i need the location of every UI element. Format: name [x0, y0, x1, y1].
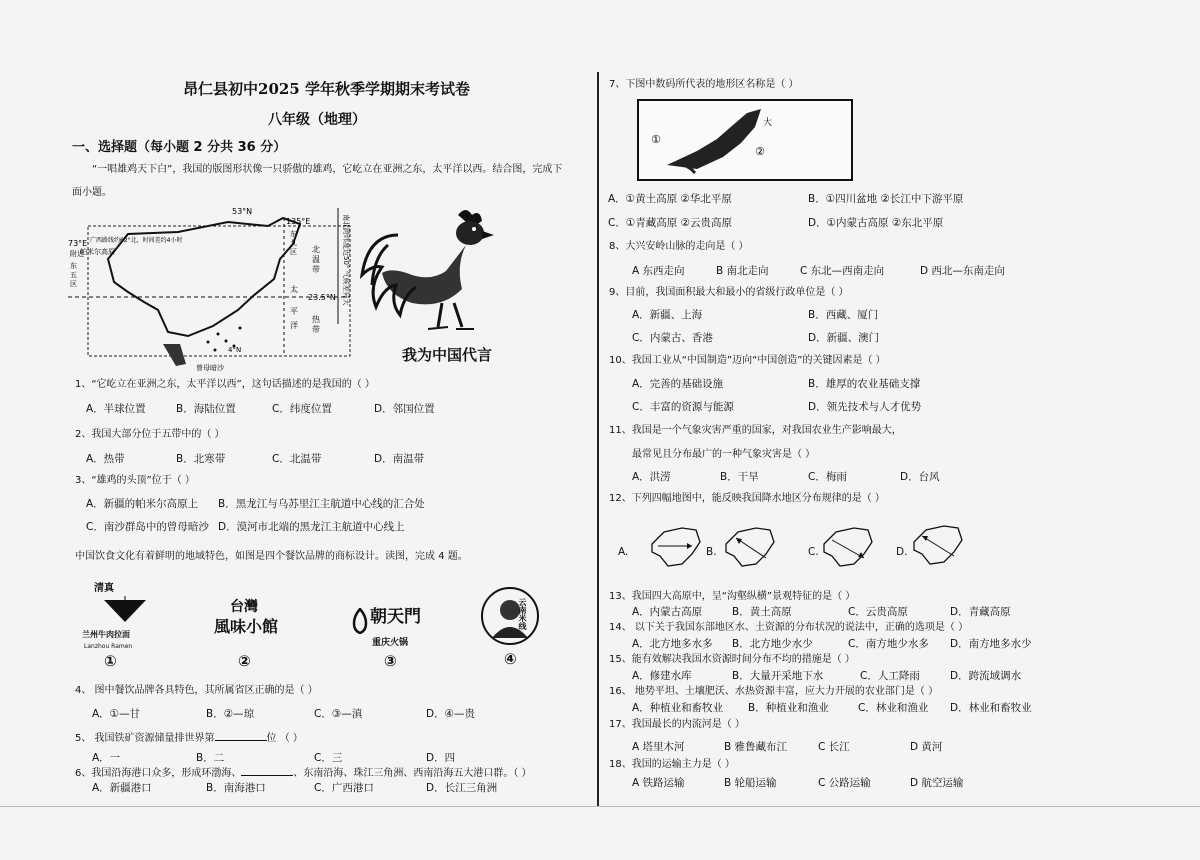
zengmu-label: 曾母暗沙 — [196, 364, 224, 372]
q17-option-d[interactable]: D 黄河 — [910, 741, 943, 753]
q7-terrain-map — [637, 99, 853, 181]
q16-option-a[interactable]: A．种植业和畜牧业 — [632, 702, 724, 714]
q14-option-d[interactable]: D．南方地多水少 — [950, 638, 1032, 650]
logo4-number: ④ — [504, 650, 517, 668]
q1-option-d[interactable]: D．邻国位置 — [374, 403, 435, 415]
logo2-number: ② — [238, 652, 251, 670]
q1-stem: 1、“它屹立在亚洲之东，太平洋以西”，这句话描述的是我国的（ ） — [75, 379, 375, 390]
q11-option-b[interactable]: B．干旱 — [720, 471, 759, 483]
q5-option-c[interactable]: C．三 — [314, 752, 343, 764]
q5-option-a[interactable]: A．一 — [92, 752, 121, 764]
q4-option-a[interactable]: A．①—甘 — [92, 708, 141, 720]
q4-option-b[interactable]: B．②—琼 — [206, 708, 255, 720]
q17-option-b[interactable]: B 雅鲁藏布江 — [724, 741, 788, 753]
logo-chaotianmen — [350, 608, 450, 673]
zone-east-5-c: 区 — [70, 280, 77, 288]
logo-taiwan — [210, 600, 300, 670]
zone-label-2: 温 — [312, 255, 320, 264]
q6-stem-a: 6、我国沿海港口众多，形成环渤海、 — [75, 768, 242, 779]
zone-east-5-a: 东 — [70, 262, 77, 270]
q12-stem: 12、下列四幅地图中，能反映我国降水地区分布规律的是（ ） — [609, 493, 885, 504]
q6-option-a[interactable]: A．新疆港口 — [92, 782, 152, 794]
logo1-number: ① — [104, 652, 117, 670]
q15-option-d[interactable]: D．跨流域调水 — [950, 670, 1022, 682]
logo1-name: 兰州牛肉拉面 — [82, 630, 130, 639]
q18-option-b[interactable]: B 轮船运输 — [724, 777, 777, 789]
china-map-figure — [68, 204, 358, 372]
q7-stem: 7、下图中数码所代表的地形区名称是（ ） — [609, 79, 799, 90]
q13-stem: 13、我国四大高原中，呈“沟壑纵横”景观特征的是（ ） — [609, 591, 856, 602]
q12-option-a[interactable]: A. — [618, 546, 629, 558]
bottom-edge-line — [0, 806, 1200, 807]
q7-option-d[interactable]: D．①内蒙古高原 ②东北平原 — [808, 217, 944, 229]
q4-stem: 4、 图中餐饮品牌各具特色，其所属省区正确的是（ ） — [75, 685, 318, 696]
q7-label-2: ② — [755, 145, 765, 158]
q16-option-d[interactable]: D．林业和畜牧业 — [950, 702, 1032, 714]
q2-option-d[interactable]: D．南温带 — [374, 453, 425, 465]
q13-option-a[interactable]: A．内蒙古高原 — [632, 606, 703, 618]
logo4-text: 云南米线 — [518, 598, 527, 630]
map-note-pamir: 帕米尔高原 — [80, 248, 115, 256]
logo2-top-text: 台灣 — [230, 599, 258, 615]
q10-option-d[interactable]: D．领先技术与人才优势 — [808, 401, 922, 413]
q3-option-d[interactable]: D．漠河市北端的黑龙江主航道中心线上 — [218, 521, 405, 533]
q8-stem: 8、大兴安岭山脉的走向是（ ） — [609, 241, 749, 252]
q17-stem: 17、我国最长的内流河是（ ） — [609, 719, 745, 730]
q17-option-a[interactable]: A 塔里木河 — [632, 741, 685, 753]
q7-option-b[interactable]: B．①四川盆地 ②长江中下游平原 — [808, 193, 964, 205]
q1-option-a[interactable]: A．半球位置 — [86, 403, 146, 415]
zone-label-4: 热 — [312, 315, 320, 324]
q8-option-b[interactable]: B 南北走向 — [716, 265, 769, 277]
lon-135-label: 135°E — [286, 217, 311, 226]
zone-label-3: 带 — [312, 265, 320, 274]
q2-option-a[interactable]: A．热带 — [86, 453, 125, 465]
food-intro: 中国饮食文化有着鲜明的地域特色，如图是四个餐饮品牌的商标设计。读图，完成 4 题。 — [75, 551, 468, 562]
q6-option-b[interactable]: B．南海港口 — [206, 782, 266, 794]
q12-option-c[interactable]: C. — [808, 546, 819, 558]
q6-blank[interactable] — [241, 765, 293, 776]
column-divider — [597, 72, 599, 807]
q14-option-a[interactable]: A．北方地多水多 — [632, 638, 713, 650]
exam-title: 昂仁县初中2025 学年秋季学期期末考试卷 — [183, 80, 470, 98]
intro-text: “一唱雄鸡天下白”，我国的版图形状像一只骄傲的雄鸡，它屹立在亚洲之东，太平洋以西。结合图，完成下 — [92, 164, 563, 175]
q2-option-c[interactable]: C．北温带 — [272, 453, 322, 465]
q10-option-c[interactable]: C．丰富的资源与能源 — [632, 401, 734, 413]
q11-stem-cont: 最常见且分布最广的一种气象灾害是（ ） — [632, 449, 816, 460]
q10-option-a[interactable]: A．完善的基础设施 — [632, 378, 724, 390]
latitude-span-text: 南北跨纬度近50° 气候差异大 — [342, 214, 350, 306]
q6-option-d[interactable]: D．长江三角洲 — [426, 782, 498, 794]
q13-option-c[interactable]: C．云贵高原 — [848, 606, 908, 618]
logo1-en: Lanzhou Ramen — [84, 643, 133, 650]
logo3-name: 朝天門 — [370, 607, 421, 627]
q9-option-d[interactable]: D．新疆、澳门 — [808, 332, 880, 344]
logo2-name: 風味小館 — [214, 617, 279, 636]
q4-option-d[interactable]: D．④—贵 — [426, 708, 475, 720]
q5-option-d[interactable]: D．四 — [426, 752, 456, 764]
zone-label-5: 带 — [312, 325, 320, 334]
logo3-sub: 重庆火锅 — [372, 638, 409, 648]
lat-tropic-label: 23.5°N — [308, 293, 336, 302]
q17-option-c[interactable]: C 长江 — [818, 741, 850, 753]
q16-option-b[interactable]: B．种植业和渔业 — [748, 702, 829, 714]
q3-option-b[interactable]: B．黑龙江与乌苏里江主航道中心线的汇合处 — [218, 498, 425, 510]
q8-option-a[interactable]: A 东西走向 — [632, 265, 685, 277]
q9-stem: 9、目前，我国面积最大和最小的省级行政单位是（ ） — [609, 287, 849, 298]
q5-stem-b: 位 （ ） — [266, 733, 303, 744]
portrait-icon — [480, 586, 540, 646]
q10-stem: 10、我国工业从“中国制造”迈向“中国创造”的关键因素是（ ） — [609, 355, 886, 366]
logo-yunnan — [480, 586, 540, 672]
q7-option-c[interactable]: C．①青藏高原 ②云贵高原 — [608, 217, 732, 229]
q5-blank[interactable] — [215, 730, 267, 741]
q8-option-d[interactable]: D 西北—东南走向 — [920, 265, 1005, 277]
q14-option-b[interactable]: B．北方地少水少 — [732, 638, 813, 650]
q3-option-a[interactable]: A．新疆的帕米尔高原上 — [86, 498, 199, 510]
q2-stem: 2、我国大部分位于五带中的（ ） — [75, 429, 225, 440]
q3-stem: 3、“雄鸡的头顶”位于（ ） — [75, 475, 195, 486]
q9-option-a[interactable]: A．新疆、上海 — [632, 309, 703, 321]
noodle-icon — [100, 596, 150, 626]
q8-option-c[interactable]: C 东北—西南走向 — [800, 265, 885, 277]
logo-lanzhou — [80, 582, 170, 672]
q12-option-d[interactable]: D. — [896, 546, 908, 558]
q18-option-c[interactable]: C 公路运输 — [818, 777, 871, 789]
q11-option-d[interactable]: D．台风 — [900, 471, 940, 483]
q4-option-c[interactable]: C．③—滇 — [314, 708, 363, 720]
zone-east-9-a: 东 — [290, 230, 297, 238]
q18-option-d[interactable]: D 航空运输 — [910, 777, 964, 789]
q12-map-c — [820, 524, 876, 572]
q11-option-c[interactable]: C．梅雨 — [808, 471, 847, 483]
lat-53-label: 53°N — [232, 207, 253, 216]
q18-stem: 18、我国的运输主力是（ ） — [609, 759, 735, 770]
q3-option-c[interactable]: C．南沙群岛中的曾母暗沙 — [86, 521, 209, 533]
q12-map-d — [910, 522, 966, 570]
q11-stem: 11、我国是一个气象灾害严重的国家，对我国农业生产影响最大， — [609, 425, 902, 436]
q1-option-c[interactable]: C．纬度位置 — [272, 403, 332, 415]
exam-subtitle: 八年级（地理） — [268, 112, 366, 128]
ocean-label-2: 平 — [290, 307, 298, 316]
rooster-caption: 我为中国代言 — [402, 346, 493, 364]
map-note-top: 广西路线约62°北，时间差约4小时 — [90, 237, 183, 244]
map-note-left: 附近 — [70, 250, 84, 258]
q14-stem: 14、 以下关于我国东部地区水、土资源的分布状况的说法中，正确的选项是（ ） — [609, 622, 969, 633]
q15-option-b[interactable]: B．大量开采地下水 — [732, 670, 824, 682]
q15-option-c[interactable]: C．人工降雨 — [860, 670, 920, 682]
q5-stem-a: 5、 我国铁矿资源储量排世界第 — [75, 733, 215, 744]
zone-east-5-b: 五 — [70, 271, 77, 279]
q16-stem: 16、 地势平坦、土壤肥沃、水热资源丰富，应大力开展的农业部门是（ ） — [609, 686, 939, 697]
latitude-span-note — [334, 206, 356, 326]
q1-option-b[interactable]: B．海陆位置 — [176, 403, 236, 415]
zone-label-1: 北 — [312, 245, 320, 254]
q11-option-a[interactable]: A．洪涝 — [632, 471, 671, 483]
ocean-label-3: 洋 — [290, 321, 298, 330]
section-heading: 一、选择题（每小题 2 分共 36 分） — [72, 140, 287, 155]
flame-icon — [350, 608, 370, 634]
q9-option-c[interactable]: C．内蒙古、香港 — [632, 332, 713, 344]
rooster-illustration — [358, 205, 508, 335]
zone-east-9-b: 九 — [290, 239, 297, 247]
q5-stem — [75, 730, 303, 746]
q15-option-a[interactable]: A．修建水库 — [632, 670, 692, 682]
q7-label-1: ① — [651, 133, 661, 146]
q12-map-a — [648, 524, 704, 572]
q10-option-b[interactable]: B．雄厚的农业基础支撑 — [808, 378, 921, 390]
q7-label-da: 大 — [763, 118, 773, 128]
q16-option-c[interactable]: C．林业和渔业 — [858, 702, 929, 714]
q5-option-b[interactable]: B．二 — [196, 752, 225, 764]
q18-option-a[interactable]: A 铁路运输 — [632, 777, 685, 789]
ocean-label-1: 太 — [290, 285, 298, 294]
q15-stem: 15、能有效解决我国水资源时间分布不均的措施是（ ） — [609, 654, 855, 665]
q12-option-b[interactable]: B. — [706, 546, 717, 558]
lat-4-label: 4°N — [228, 346, 242, 354]
logo3-number: ③ — [384, 652, 397, 670]
q6-option-c[interactable]: C．广西港口 — [314, 782, 374, 794]
q9-option-b[interactable]: B．西藏、厦门 — [808, 309, 879, 321]
q13-option-b[interactable]: B．黄土高原 — [732, 606, 792, 618]
q2-option-b[interactable]: B．北寒带 — [176, 453, 226, 465]
lon-73-label: 73°E — [68, 239, 88, 248]
q7-option-a[interactable]: A．①黄土高原 ②华北平原 — [608, 193, 732, 205]
q13-option-d[interactable]: D．青藏高原 — [950, 606, 1011, 618]
q6-stem-b: 、东南沿海、珠江三角洲、西南沿海五大港口群。（ ） — [293, 768, 532, 779]
intro-text-cont: 面小题。 — [72, 187, 112, 198]
q14-option-c[interactable]: C．南方地少水多 — [848, 638, 929, 650]
q6-stem — [75, 765, 532, 781]
logo1-top-text: 清真 — [94, 583, 114, 594]
zone-east-9-c: 区 — [290, 248, 297, 256]
q12-map-b — [722, 524, 778, 572]
